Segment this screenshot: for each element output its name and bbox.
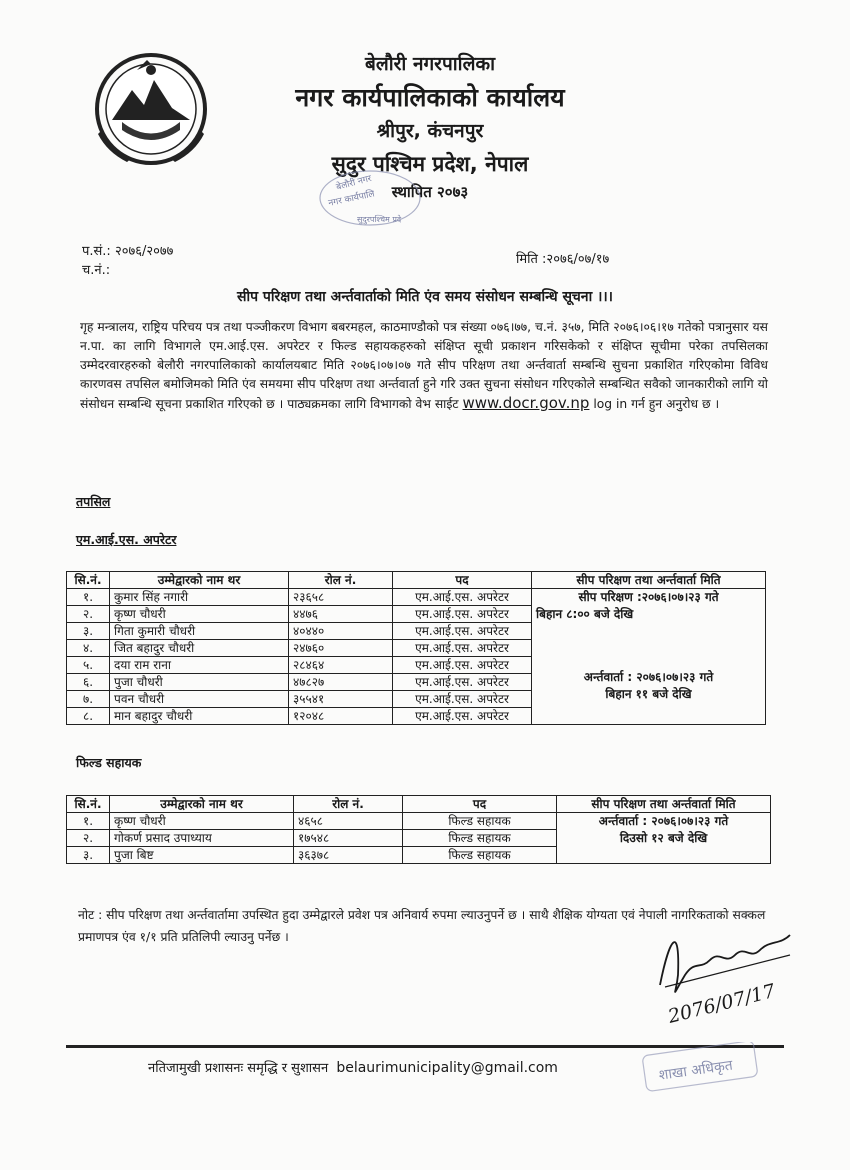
dispatch-number: च.नं.: xyxy=(82,263,111,278)
field-interview-date: अर्न्तवार्ता : २०७६।०७।२३ गते xyxy=(598,814,729,828)
established-year: स्थापित २०७३ xyxy=(391,183,469,201)
reference-number: प.सं.: २०७६/२०७७ xyxy=(82,244,174,259)
col-header-post: पद xyxy=(403,796,557,813)
cell-name: गिता कुमारी चौधरी xyxy=(110,623,289,640)
body-text: गृह मन्त्रालय, राष्ट्रिय परिचय पत्र तथा पञ्जीकरण विभाग बबरमहल, काठमाण्डौको पत्र संख्या ०७६।७७, च.नं. ३५७, मिति २०७६।०६।१७ गतेको पत्रानुसार यस न.पा. का लागि विभागले एम.आई.एस. अपरेटर र फिल्ड सहायकहरुको संक्षिप्त सूची प्रकाशन गरिसकेको र संक्षिप्त सूचीमा परेका तपसिलका उम्मेदरवारहरुको बेलौरी नगरपालिकाको कार्यालयबाट मिति २०७६।०७।०७ गते सीप परिक्षण तथा अर्न्तवार्ता सम्बन्धि सुचना प्रकाशित गरिएकोमा विविध कारणवस तपसिल बमोजिमको मिति एंव समयमा सीप परिक्षण तथा अर्न्तवार्ता हुने गरि उक्त सुचना संसोधन गरिएकोले सम्बन्धित सवैको जानकारीको लागि यो संसोधन सम्बन्धि सूचना प्रकाशित गरिएको छ । पाठ्यक्रमका लागि विभागको वेभ साईट xyxy=(80,320,768,411)
stamp-text-2: नगर कार्यपालि xyxy=(327,189,376,209)
section-officer-stamp xyxy=(640,1042,760,1092)
stamp-text-1: बेलौरी नगर xyxy=(335,173,373,193)
col-header-schedule: सीप परिक्षण तथा अर्न्तवार्ता मिति xyxy=(532,572,766,589)
cell-sn: २. xyxy=(67,830,110,847)
notice-body xyxy=(80,318,768,414)
col-header-sn: सि.नं. xyxy=(67,572,110,589)
cell-roll: ३६३७८ xyxy=(294,847,403,864)
cell-sn: ६. xyxy=(67,674,110,691)
cell-sn: ७. xyxy=(67,691,110,708)
col-header-schedule: सीप परिक्षण तथा अर्न्तवार्ता मिति xyxy=(557,796,771,813)
cell-name: गोकर्ण प्रसाद उपाध्याय xyxy=(110,830,294,847)
cell-sn: ४. xyxy=(67,640,110,657)
mis-section-label: एम.आई.एस. अपरेटर xyxy=(76,532,177,547)
cell-sn: ३. xyxy=(67,847,110,864)
cell-post: एम.आई.एस. अपरेटर xyxy=(393,606,532,623)
notice-note: नोट : सीप परिक्षण तथा अर्न्तवार्तामा उपस्थित हुदा उम्मेद्वारले प्रवेश पत्र अनिवार्य रुपमा ल्याउनुपर्ने छ । साथै शैक्षिक योग्यता एवं नेपाली नागरिकताको सक्कल प्रमाणपत्र एंव १/१ प्रति प्रतिलिपी ल्याउनु पर्नेछ । xyxy=(78,908,766,944)
mis-schedule-cell xyxy=(532,589,766,725)
stamp-bottom-text: शाखा अधिकृत xyxy=(657,1057,734,1084)
cell-roll: १७५४८ xyxy=(294,830,403,847)
field-candidates-table xyxy=(66,795,771,864)
body-tail: log in गर्न हुन अनुरोध छ । xyxy=(593,397,720,411)
cell-sn: १. xyxy=(67,589,110,606)
cell-post: एम.आई.एस. अपरेटर xyxy=(393,623,532,640)
notice-date: मिति :२०७६/०७/१७ xyxy=(516,252,610,267)
cell-name: कृष्ण चौधरी xyxy=(110,606,289,623)
field-section-label: फिल्ड सहायक xyxy=(76,755,142,770)
mis-candidates-table xyxy=(66,571,766,725)
field-schedule-cell xyxy=(557,813,771,864)
cell-sn: १. xyxy=(67,813,110,830)
cell-post: फिल्ड सहायक xyxy=(403,813,557,830)
cell-sn: ८. xyxy=(67,708,110,725)
cell-post: एम.आई.एस. अपरेटर xyxy=(393,691,532,708)
docr-website-link[interactable]: www.docr.gov.np xyxy=(462,394,590,412)
col-header-name: उम्मेद्वारको नाम थर xyxy=(110,796,294,813)
cell-name: पवन चौधरी xyxy=(110,691,289,708)
cell-sn: ३. xyxy=(67,623,110,640)
cell-roll: २३६५८ xyxy=(289,589,393,606)
office-name: नगर कार्यपालिकाको कार्यालय xyxy=(295,83,565,112)
footer-slogan: नतिजामुखी प्रशासनः समृद्धि र सुशासन xyxy=(148,1061,329,1076)
signature-date: 2076/07/17 xyxy=(665,980,778,1028)
cell-name: पुजा चौधरी xyxy=(110,674,289,691)
cell-roll: ४६५८ xyxy=(294,813,403,830)
skill-test-date: सीप परिक्षण :२०७६।०७।२३ गते xyxy=(578,590,719,604)
cell-roll: १२०४८ xyxy=(289,708,393,725)
cell-post: एम.आई.एस. अपरेटर xyxy=(393,708,532,725)
office-stamp xyxy=(315,168,425,228)
field-interview-time: दिउसो १२ बजे देखि xyxy=(619,831,708,845)
tapsil-label: तपसिल xyxy=(76,494,111,509)
table-row xyxy=(67,813,771,830)
cell-name: मान बहादुर चौधरी xyxy=(110,708,289,725)
cell-post: एम.आई.एस. अपरेटर xyxy=(393,589,532,606)
cell-roll: ३५५४१ xyxy=(289,691,393,708)
cell-roll: २४७६० xyxy=(289,640,393,657)
cell-post: एम.आई.एस. अपरेटर xyxy=(393,657,532,674)
footer-email[interactable]: belaurimunicipality@gmail.com xyxy=(336,1060,558,1076)
notice-title: सीप परिक्षण तथा अर्न्तवार्ताको मिति एंव समय संसोधन सम्बन्धि सूचना ।।। xyxy=(237,289,613,305)
table-row xyxy=(67,589,766,606)
province-name: सुदुर पश्चिम प्रदेश, नेपाल xyxy=(331,152,529,176)
col-header-post: पद xyxy=(393,572,532,589)
cell-post: एम.आई.एस. अपरेटर xyxy=(393,674,532,691)
col-header-sn: सि.नं. xyxy=(67,796,110,813)
table-header-row xyxy=(67,572,766,589)
cell-sn: ५. xyxy=(67,657,110,674)
table-header-row xyxy=(67,796,771,813)
cell-roll: ४०४४० xyxy=(289,623,393,640)
cell-roll: ४७८२७ xyxy=(289,674,393,691)
mis-interview-time: बिहान ११ बजे देखि xyxy=(605,687,692,701)
cell-roll: ४४७६ xyxy=(289,606,393,623)
nepal-emblem-logo xyxy=(92,50,210,168)
footer xyxy=(148,1058,558,1076)
col-header-name: उम्मेद्वारको नाम थर xyxy=(110,572,289,589)
skill-test-time: बिहान ८:०० बजे देखि xyxy=(536,607,634,621)
stamp-text-3: सुदुरपश्चिम प्रदे xyxy=(357,215,402,224)
cell-name: जित बहादुर चौधरी xyxy=(110,640,289,657)
mis-interview-date: अर्न्तवार्ता : २०७६।०७।२३ गते xyxy=(583,670,714,684)
cell-name: कुमार सिंह नगारी xyxy=(110,589,289,606)
municipality-name: बेलौरी नगरपालिका xyxy=(364,53,495,75)
cell-post: फिल्ड सहायक xyxy=(403,847,557,864)
handwritten-signature xyxy=(640,915,800,1035)
cell-post: एम.आई.एस. अपरेटर xyxy=(393,640,532,657)
cell-post: फिल्ड सहायक xyxy=(403,830,557,847)
cell-roll: २८४६४ xyxy=(289,657,393,674)
cell-name: कृष्ण चौधरी xyxy=(110,813,294,830)
office-address: श्रीपुर, कंचनपुर xyxy=(376,120,484,142)
col-header-roll: रोल नं. xyxy=(294,796,403,813)
cell-sn: २. xyxy=(67,606,110,623)
cell-name: पुजा बिष्ट xyxy=(110,847,294,864)
col-header-roll: रोल नं. xyxy=(289,572,393,589)
cell-name: दया राम राना xyxy=(110,657,289,674)
